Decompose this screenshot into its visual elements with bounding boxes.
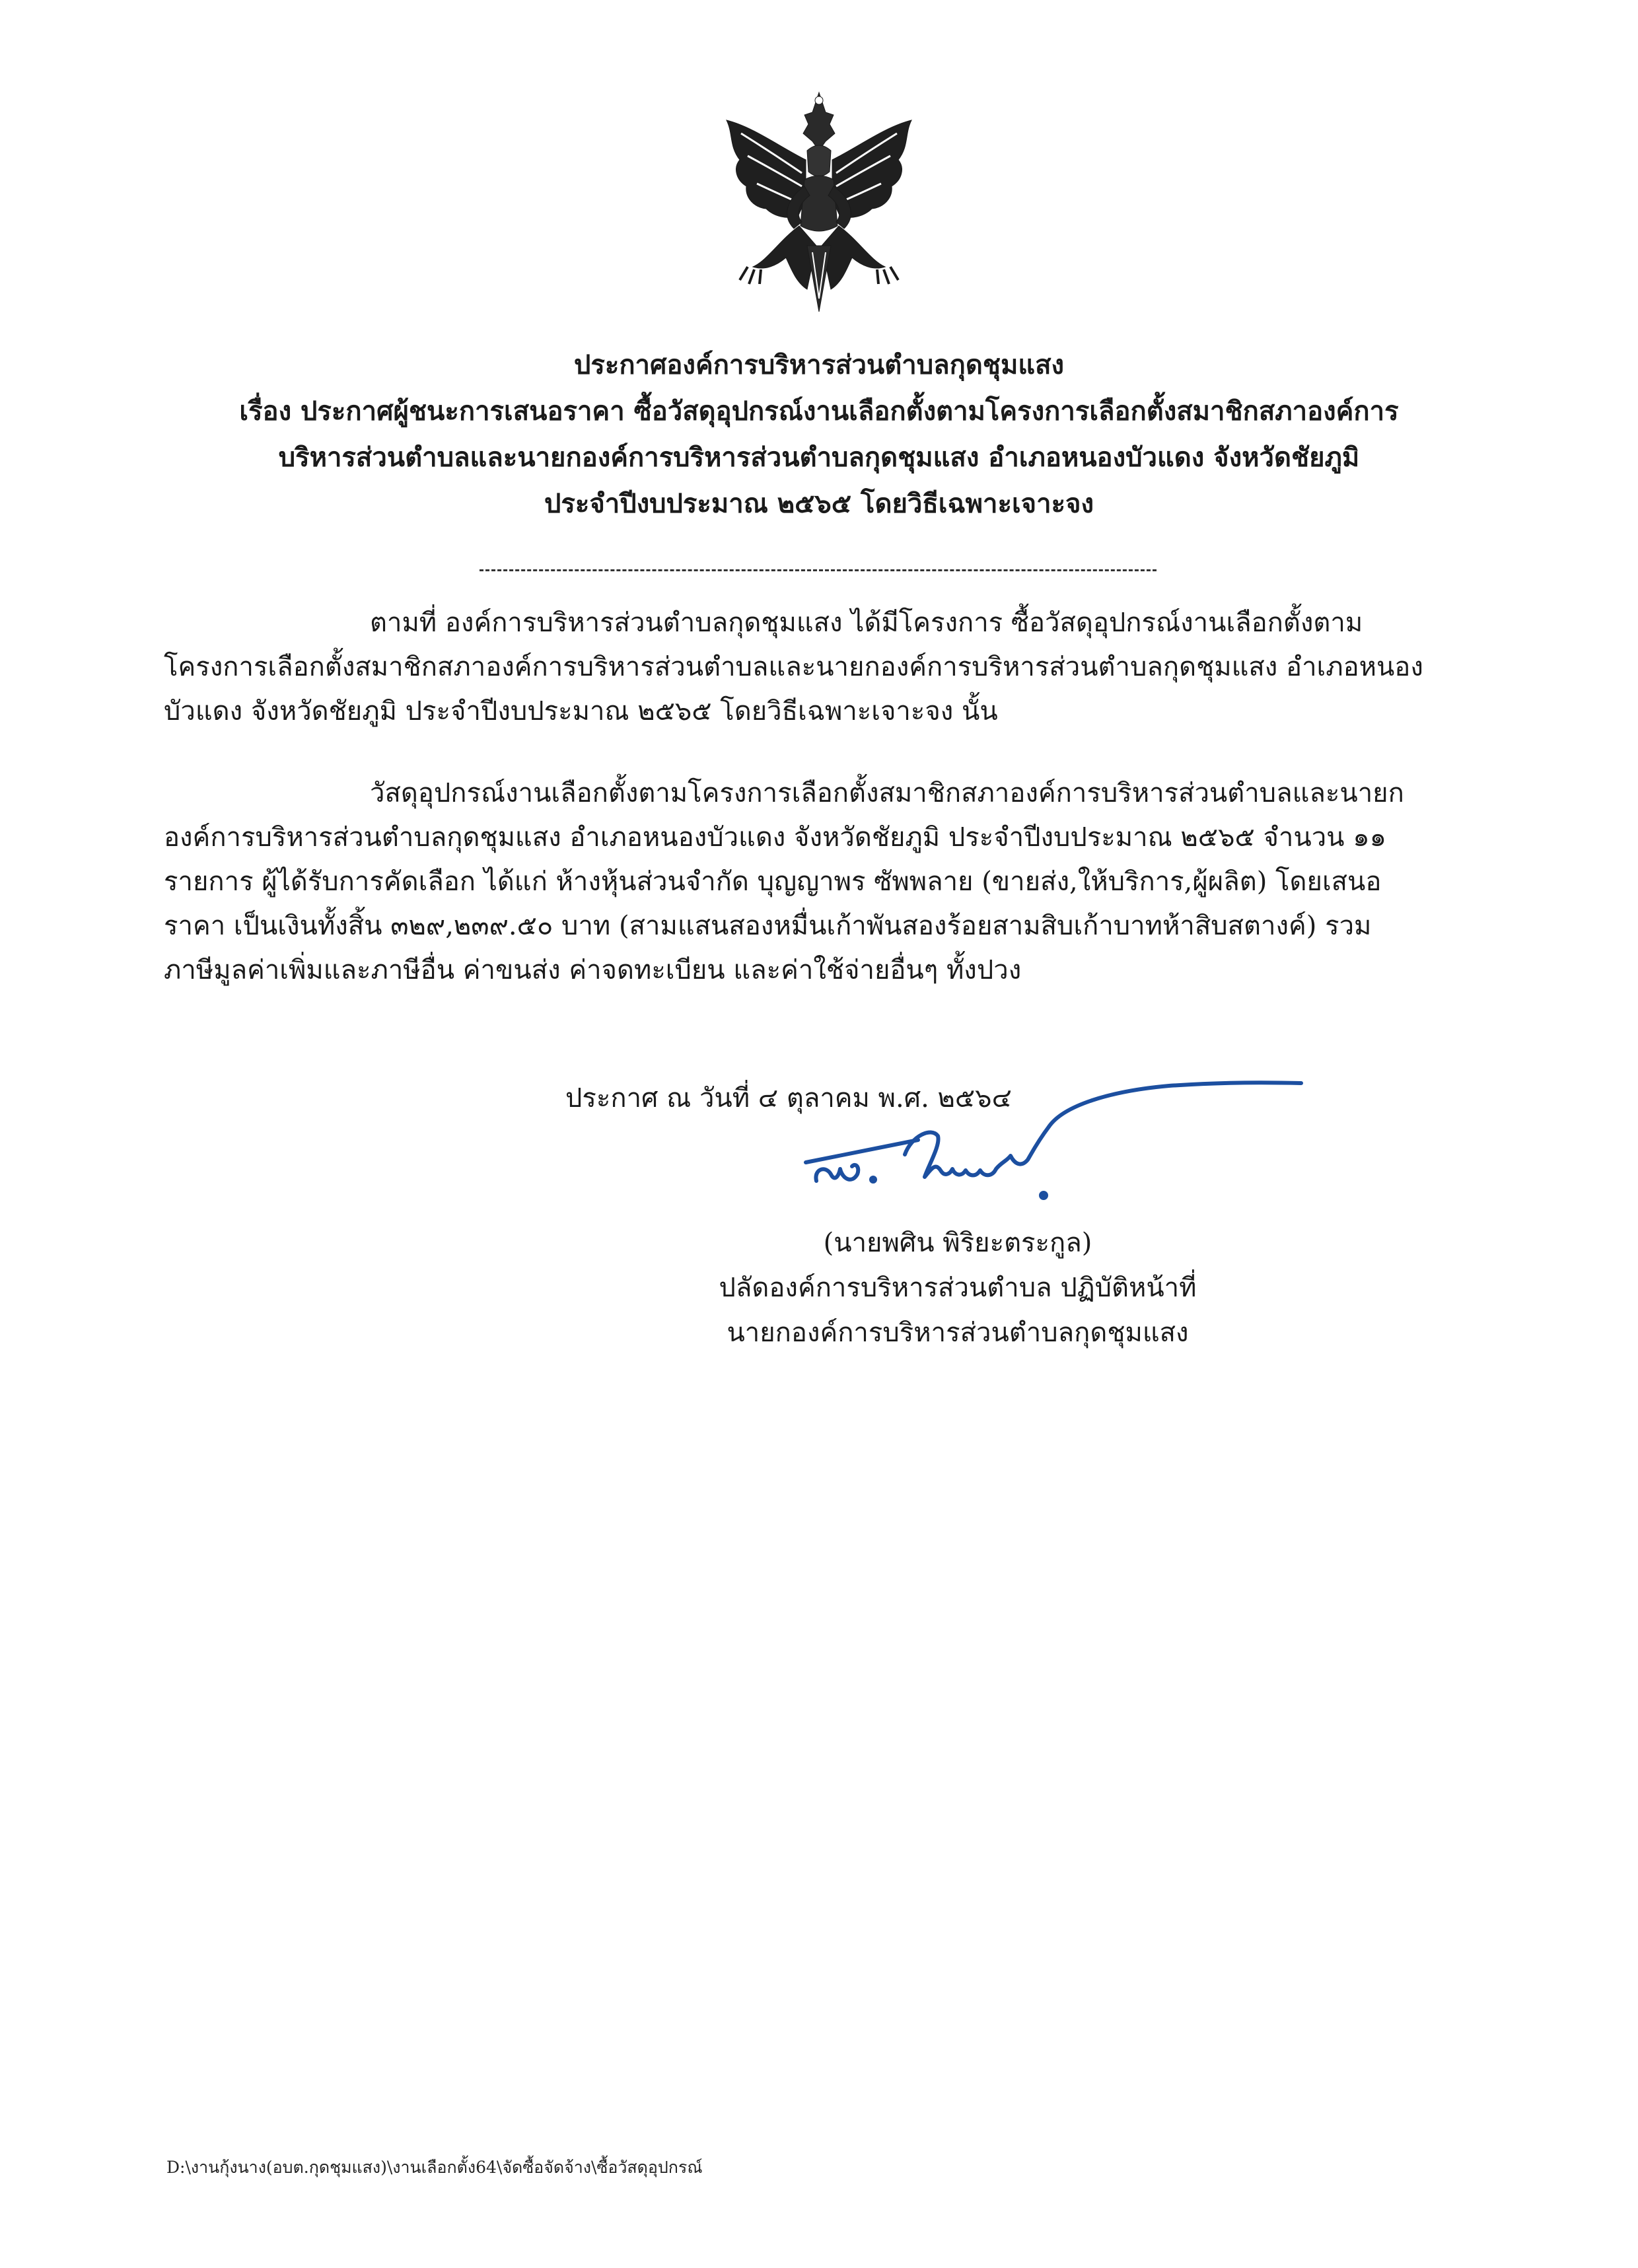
subject-line-3: ประจำปีงบประมาณ ๒๕๖๕ โดยวิธีเฉพาะเจาะจง: [544, 488, 1094, 519]
garuda-emblem-icon: [713, 87, 925, 318]
paragraph-1-line: โครงการเลือกตั้งสมาชิกสภาองค์การบริหารส่วนตำบลและนายกองค์การบริหารส่วนตำบลกุดชุมแสง อำเภอหนอง: [164, 652, 1423, 682]
signer-position: ปลัดองค์การบริหารส่วนตำบล ปฏิบัติหน้าที่: [719, 1273, 1197, 1303]
body-paragraph-2: [164, 771, 1469, 993]
signer-block: [680, 1221, 1235, 1355]
paragraph-1-line: ตามที่ องค์การบริหารส่วนตำบลกุดชุมแสง ได้มีโครงการ ซื้อวัสดุอุปกรณ์งานเลือกตั้งตาม: [370, 608, 1363, 638]
paragraph-2-line: วัสดุอุปกรณ์งานเลือกตั้งตามโครงการเลือกตั้งสมาชิกสภาองค์การบริหารส่วนตำบลและนายก: [370, 778, 1404, 808]
paragraph-2-line: องค์การบริหารส่วนตำบลกุดชุมแสง อำเภอหนองบัวแดง จังหวัดชัยภูมิ ประจำปีงบประมาณ ๒๕๖๕ จำนวน ๑๑: [164, 822, 1386, 853]
signer-name: (นายพศิน พิริยะตระกูล): [823, 1228, 1092, 1258]
paragraph-2-line: ภาษีมูลค่าเพิ่มและภาษีอื่น ค่าขนส่ง ค่าจดทะเบียน และค่าใช้จ่ายอื่นๆ ทั้งปวง: [164, 955, 1022, 985]
announcement-heading: [172, 342, 1466, 527]
handwritten-signature-icon: [799, 1063, 1314, 1222]
subject-line-1: เรื่อง ประกาศผู้ชนะการเสนอราคา ซื้อวัสดุอุปกรณ์งานเลือกตั้งตามโครงการเลือกตั้งสมาชิกสภาองค์การ: [239, 396, 1399, 427]
announcement-date: ประกาศ ณ วันที่ ๔ ตุลาคม พ.ศ. ๒๕๖๔: [565, 1083, 1012, 1114]
paragraph-2-line: รายการ ผู้ได้รับการคัดเลือก ได้แก่ ห้างหุ้นส่วนจำกัด บุญญาพร ซัพพลาย (ขายส่ง,ให้บริการ,ผู้ผลิต) โดยเสนอ: [164, 867, 1382, 897]
paragraph-1-line: บัวแดง จังหวัดชัยภูมิ ประจำปีงบประมาณ ๒๕๖๕ โดยวิธีเฉพาะเจาะจง นั้น: [164, 696, 998, 726]
dashed-divider: [480, 569, 1157, 571]
signer-position: นายกองค์การบริหารส่วนตำบลกุดชุมแสง: [727, 1318, 1189, 1348]
file-path-footer: D:\งานกุ้งนาง(อบต.กุดชุมแสง)\งานเลือกตั้ง64\จัดซื้อจัดจ้าง\ซื้อวัสดุอุปกรณ์: [166, 2158, 703, 2177]
subject-line-2: บริหารส่วนตำบลและนายกองค์การบริหารส่วนตำบลกุดชุมแสง อำเภอหนองบัวแดง จังหวัดชัยภูมิ: [278, 442, 1360, 473]
announcement-title: ประกาศองค์การบริหารส่วนตำบลกุดชุมแสง: [573, 349, 1065, 380]
paragraph-2-line: ราคา เป็นเงินทั้งสิ้น ๓๒๙,๒๓๙.๕๐ บาท (สามแสนสองหมื่นเก้าพันสองร้อยสามสิบเก้าบาทห้าสิบสตางค์) รวม: [164, 911, 1372, 941]
body-paragraph-1: [164, 601, 1469, 734]
